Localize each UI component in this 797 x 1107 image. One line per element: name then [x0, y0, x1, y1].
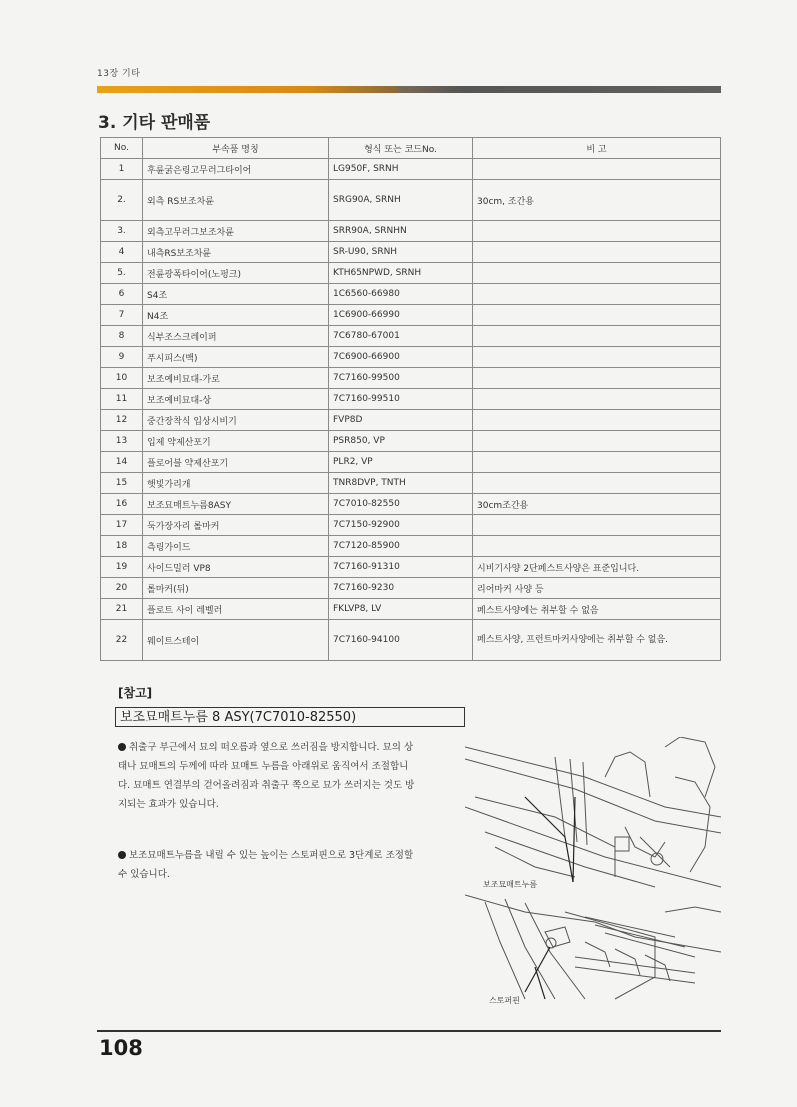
bullet-icon	[118, 743, 126, 751]
cell-code: 1C6560-66980	[329, 284, 473, 305]
table-row	[101, 221, 721, 242]
footer-divider	[97, 1030, 721, 1032]
cell-name: S4조	[143, 284, 329, 305]
table-row	[101, 326, 721, 347]
col-header-no: No.	[101, 138, 143, 159]
cell-note	[473, 159, 721, 180]
cell-name: 둑가장자리 롤마커	[143, 515, 329, 536]
note-text-2: 보조묘매트누름을 내릴 수 있는 높이는 스토퍼핀으로 3단계로 조정할 수 있습니다.	[118, 850, 414, 880]
table-row	[101, 536, 721, 557]
table-row	[101, 473, 721, 494]
cell-name: 햇빛가리개	[143, 473, 329, 494]
cell-code: PSR850, VP	[329, 431, 473, 452]
cell-code: SRG90A, SRNH	[329, 180, 473, 221]
cell-no: 8	[101, 326, 143, 347]
cell-no: 16	[101, 494, 143, 515]
table-row	[101, 159, 721, 180]
cell-no: 1	[101, 159, 143, 180]
cell-note	[473, 410, 721, 431]
cell-note	[473, 389, 721, 410]
figure-label-stopper-pin: 스토퍼핀	[489, 996, 520, 1005]
table-row	[101, 452, 721, 473]
cell-name: 식부조스크레이퍼	[143, 326, 329, 347]
cell-no: 7	[101, 305, 143, 326]
cell-note: 시비기사양 2단페스트사양은 표준입니다.	[473, 557, 721, 578]
cell-no: 20	[101, 578, 143, 599]
table-row	[101, 599, 721, 620]
table-row	[101, 410, 721, 431]
cell-code: FVP8D	[329, 410, 473, 431]
table-row	[101, 368, 721, 389]
cell-code: 1C6900-66990	[329, 305, 473, 326]
cell-note	[473, 221, 721, 242]
cell-no: 19	[101, 557, 143, 578]
cell-no: 6	[101, 284, 143, 305]
cell-name: 롤마커(뒤)	[143, 578, 329, 599]
cell-no: 14	[101, 452, 143, 473]
table-row	[101, 347, 721, 368]
table-row	[101, 557, 721, 578]
cell-code: LG950F, SRNH	[329, 159, 473, 180]
cell-no: 5.	[101, 263, 143, 284]
cell-code: 7C7160-9230	[329, 578, 473, 599]
table-row	[101, 578, 721, 599]
table-row	[101, 180, 721, 221]
cell-name: 사이드밀러 VP8	[143, 557, 329, 578]
cell-note: 리어마커 사양 등	[473, 578, 721, 599]
bullet-icon	[118, 851, 126, 859]
cell-code: 7C7010-82550	[329, 494, 473, 515]
cell-code: 7C7150-92900	[329, 515, 473, 536]
cell-note	[473, 347, 721, 368]
cell-no: 2.	[101, 180, 143, 221]
cell-code: SR-U90, SRNH	[329, 242, 473, 263]
cell-code: 7C7120-85900	[329, 536, 473, 557]
table-row	[101, 494, 721, 515]
cell-no: 4	[101, 242, 143, 263]
page-number: 108	[99, 1036, 143, 1060]
cell-name: 플로트 사이 레벨러	[143, 599, 329, 620]
cell-note	[473, 284, 721, 305]
table-row	[101, 305, 721, 326]
note-title: [참고]	[118, 686, 153, 700]
cell-name: 중간장착식 입상시비기	[143, 410, 329, 431]
cell-note	[473, 368, 721, 389]
cell-no: 9	[101, 347, 143, 368]
cell-note	[473, 515, 721, 536]
cell-no: 22	[101, 620, 143, 661]
cell-no: 17	[101, 515, 143, 536]
cell-name: 전륜광폭타이어(노펑크)	[143, 263, 329, 284]
note-text-1: 취출구 부근에서 묘의 떠오름과 옆으로 쓰러짐을 방지합니다. 묘의 상태나 묘매트의 두께에 따라 묘매트 누름을 아래위로 움직여서 조절합니다. 묘매트 연결부의 걷어올려짐과 취출구 쪽으로 묘가 쓰러지는 것도 방지되는 효과가 있습니다.	[118, 742, 415, 810]
cell-name: N4조	[143, 305, 329, 326]
col-header-name: 부속품 명칭	[143, 138, 329, 159]
parts-table	[100, 137, 721, 661]
table-body	[101, 159, 721, 661]
cell-note	[473, 536, 721, 557]
cell-code: 7C6900-66900	[329, 347, 473, 368]
cell-code: 7C7160-91310	[329, 557, 473, 578]
table-row	[101, 263, 721, 284]
cell-name: 보조예비묘대-상	[143, 389, 329, 410]
illustration-svg	[465, 737, 721, 1009]
cell-name: 보조묘매트누름8ASY	[143, 494, 329, 515]
cell-note	[473, 242, 721, 263]
cell-note: 페스트사양, 프런트마커사양에는 취부할 수 없음.	[473, 620, 721, 661]
note-paragraph-2	[118, 846, 418, 884]
col-header-code: 형식 또는 코드No.	[329, 138, 473, 159]
cell-note	[473, 473, 721, 494]
table-row	[101, 242, 721, 263]
cell-no: 10	[101, 368, 143, 389]
section-title: 3. 기타 판매품	[98, 113, 211, 133]
cell-no: 13	[101, 431, 143, 452]
cell-code: 7C7160-99500	[329, 368, 473, 389]
table-row	[101, 284, 721, 305]
cell-code: KTH65NPWD, SRNH	[329, 263, 473, 284]
chapter-label: 13장 기타	[97, 69, 141, 79]
header-bar	[97, 86, 721, 93]
note-boxed-title: 보조묘매트누름 8 ASY(7C7010-82550)	[115, 707, 465, 727]
cell-note: 30cm조간용	[473, 494, 721, 515]
cell-note	[473, 305, 721, 326]
table-row	[101, 620, 721, 661]
cell-no: 18	[101, 536, 143, 557]
cell-name: 측링가이드	[143, 536, 329, 557]
cell-no: 21	[101, 599, 143, 620]
cell-name: 입제 약제산포기	[143, 431, 329, 452]
cell-no: 15	[101, 473, 143, 494]
cell-code: 7C7160-99510	[329, 389, 473, 410]
cell-name: 플로어블 약제산포기	[143, 452, 329, 473]
cell-name: 보조예비묘대-가로	[143, 368, 329, 389]
cell-no: 11	[101, 389, 143, 410]
table-row	[101, 515, 721, 536]
cell-name: 내측RS보조차륜	[143, 242, 329, 263]
cell-code: 7C7160-94100	[329, 620, 473, 661]
cell-note	[473, 452, 721, 473]
cell-code: 7C6780-67001	[329, 326, 473, 347]
cell-name: 외측고무러그보조차륜	[143, 221, 329, 242]
table-row	[101, 389, 721, 410]
cell-name: 후륜굵은링고무러그타이어	[143, 159, 329, 180]
cell-note	[473, 431, 721, 452]
figure-label-mat-holder: 보조묘매트누름	[483, 880, 538, 889]
cell-name: 외측 RS보조차륜	[143, 180, 329, 221]
note-paragraph-1	[118, 738, 418, 814]
mechanism-illustration	[465, 737, 721, 1009]
cell-note	[473, 326, 721, 347]
cell-code: SRR90A, SRNHN	[329, 221, 473, 242]
cell-name: 푸시피스(백)	[143, 347, 329, 368]
table-row	[101, 431, 721, 452]
cell-note: 페스트사양에는 취부할 수 없음	[473, 599, 721, 620]
cell-note	[473, 263, 721, 284]
cell-code: PLR2, VP	[329, 452, 473, 473]
col-header-note: 비 고	[473, 138, 721, 159]
table-header-row	[101, 138, 721, 159]
cell-no: 12	[101, 410, 143, 431]
cell-note: 30cm, 조간용	[473, 180, 721, 221]
cell-name: 웨이트스테이	[143, 620, 329, 661]
cell-code: TNR8DVP, TNTH	[329, 473, 473, 494]
cell-code: FKLVP8, LV	[329, 599, 473, 620]
cell-no: 3.	[101, 221, 143, 242]
